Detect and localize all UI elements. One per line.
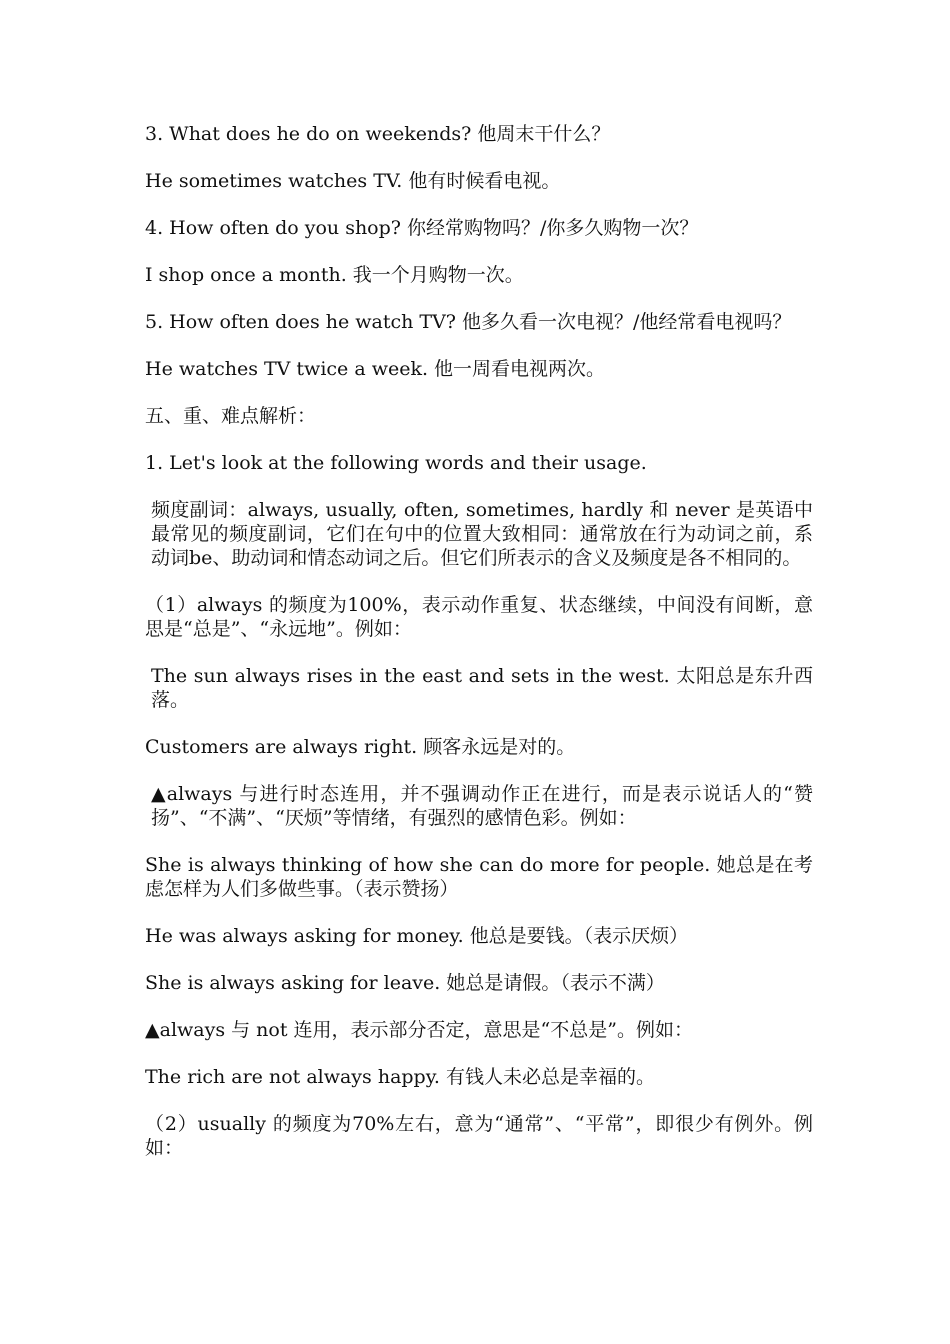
- always-not-note: ▲always 与 not 连用，表示部分否定，意思是“不总是”。例如：: [145, 1019, 693, 1041]
- example-praise: She is always thinking of how she can do more for people. 她总是在考虑怎样为人们多做些事。（表示赞扬）: [145, 854, 813, 900]
- example-annoyance: He was always asking for money. 他总是要钱。（表示厌烦）: [145, 925, 689, 947]
- frequency-adverbs-intro: 频度副词：always, usually, often, sometimes, hardly 和 never 是英语中最常见的频度副词，它们在句中的位置大致相同：通常放在行为动词之前，系动词be、助动词和情态动词之后。但它们所表示的含义及频度是各不相同的。: [151, 499, 813, 569]
- always-progressive-note: ▲always 与进行时态连用，并不强调动作正在进行，而是表示说话人的“赞扬”、“不满”、“厌烦”等情绪，有强烈的感情色彩。例如：: [151, 783, 813, 829]
- document-body: [145, 122, 813, 1183]
- answer-3: He sometimes watches TV. 他有时候看电视。: [145, 170, 561, 192]
- answer-4: I shop once a month. 我一个月购物一次。: [145, 264, 524, 286]
- example-sun: The sun always rises in the east and sets in the west. 太阳总是东升西落。: [151, 665, 813, 711]
- always-definition: （1）always 的频度为100%，表示动作重复、状态继续，中间没有间断，意思是“总是”、“永远地”。例如：: [145, 594, 813, 640]
- example-rich: The rich are not always happy. 有钱人未必总是幸福的。: [145, 1066, 656, 1088]
- point-1-heading: 1. Let's look at the following words and their usage.: [145, 452, 647, 474]
- question-4: 4. How often do you shop? 你经常购物吗？/你多久购物一次？: [145, 217, 699, 239]
- answer-5: He watches TV twice a week. 他一周看电视两次。: [145, 358, 606, 380]
- question-5: 5. How often does he watch TV? 他多久看一次电视？/他经常看电视吗？: [145, 311, 792, 333]
- question-3: 3. What does he do on weekends? 他周末干什么？: [145, 123, 611, 145]
- example-dissatisfaction: She is always asking for leave. 她总是请假。（表示不满）: [145, 972, 665, 994]
- example-customers: Customers are always right. 顾客永远是对的。: [145, 736, 576, 758]
- usually-definition: （2）usually 的频度为70%左右，意为“通常”、“平常”，即很少有例外。例如：: [145, 1113, 813, 1159]
- section-heading: 五、重、难点解析：: [145, 405, 317, 427]
